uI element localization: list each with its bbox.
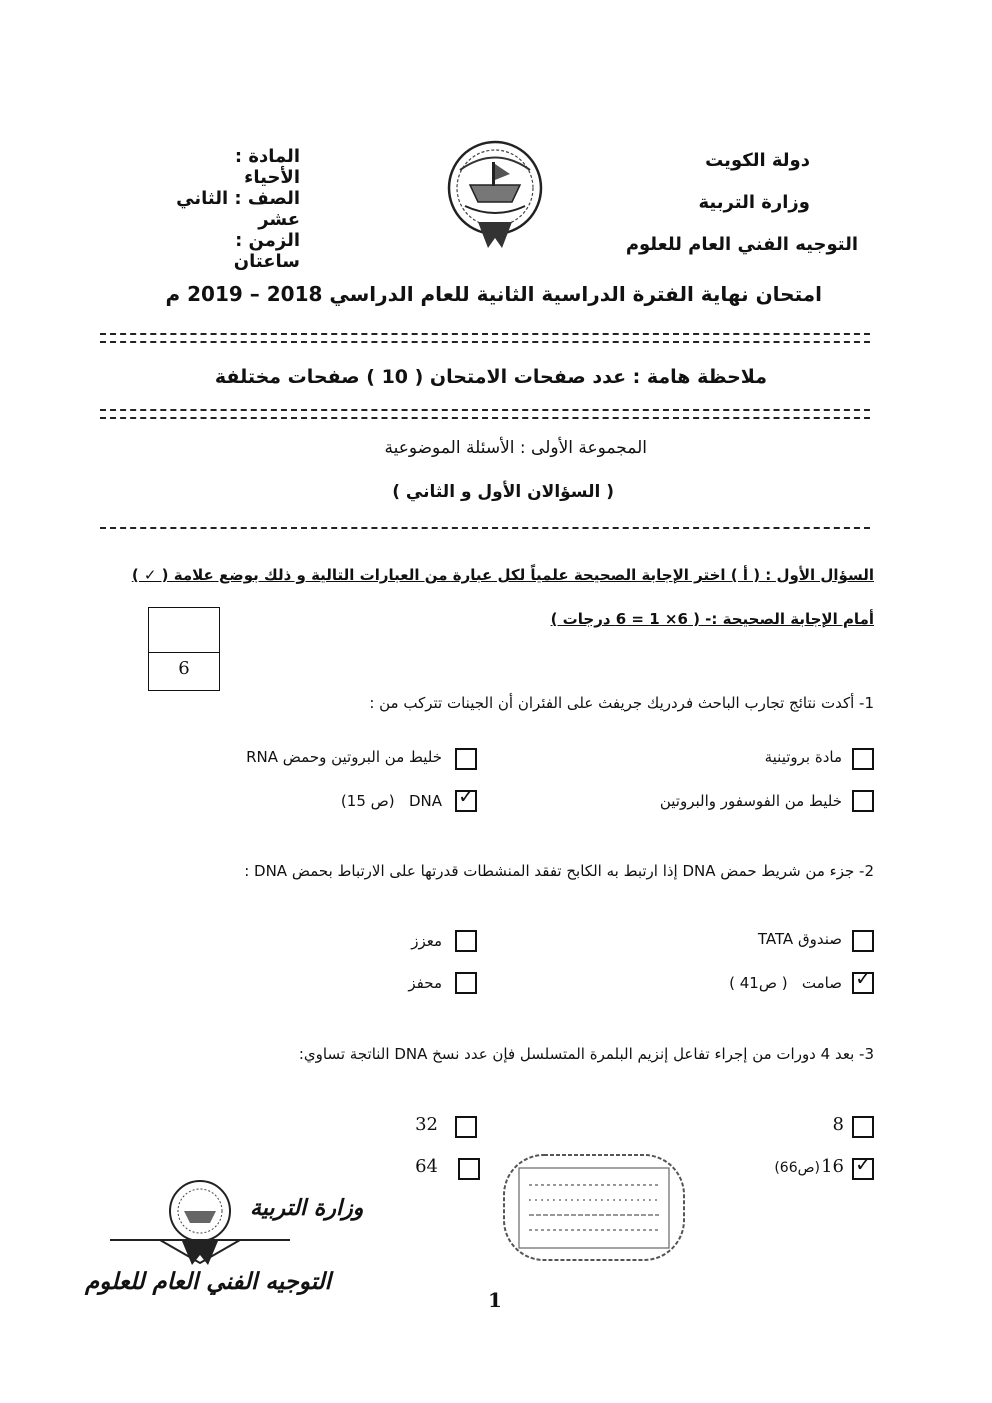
divider	[100, 341, 870, 343]
group-title: المجموعة الأولى : الأسئلة الموضوعية	[384, 438, 647, 458]
option-label: صندوق TATA	[757, 930, 842, 948]
stamp-lines-icon	[100, 1225, 300, 1265]
option-checkbox-checked[interactable]	[852, 1152, 874, 1180]
option-checkbox[interactable]	[455, 930, 477, 952]
check-icon: ✓	[855, 1152, 872, 1176]
stamp-department-text: التوجيه الفني العام للعلوم	[85, 1268, 332, 1295]
option-checkbox[interactable]	[458, 1158, 480, 1180]
option-checkbox[interactable]	[455, 972, 477, 994]
question1-instruction-line2: أمام الإجابة الصحيحة :- ( 6× 1 = 6 درجات )	[550, 610, 874, 628]
score-value: 6	[178, 658, 190, 679]
option-label: DNA (ص 15)	[340, 792, 442, 810]
page-number: 1	[488, 1288, 502, 1312]
divider	[100, 527, 870, 529]
kuwait-emblem-icon	[440, 140, 550, 252]
check-icon: ✓	[855, 966, 872, 990]
exam-title: امتحان نهاية الفترة الدراسية الثانية للعام الدراسي 2018 – 2019 م	[165, 282, 822, 306]
option-checkbox[interactable]	[455, 748, 477, 770]
option-checkbox-checked[interactable]	[852, 966, 874, 994]
option-note: (ص66)	[774, 1160, 820, 1176]
official-stamp-icon	[494, 1140, 694, 1270]
divider	[100, 409, 870, 411]
question1-instruction-line1: السؤال الأول : ( أ ) اختر الإجابة الصحيحة علمياً لكل عبارة من العبارات التالية و ذلك بوضع علامة ( ✓ )	[131, 566, 874, 584]
option-label: مادة بروتينية	[764, 748, 842, 766]
option-checkbox[interactable]	[852, 930, 874, 952]
header-time: الزمن : ساعتان	[233, 230, 300, 272]
header-department: التوجيه الفني العام للعلوم	[625, 234, 858, 255]
option-label: خليط من الفوسفور والبروتين	[659, 792, 842, 810]
option-label: 16	[821, 1156, 844, 1177]
stamp-ministry-text: وزارة التربية	[250, 1195, 364, 1221]
header-subject: المادة : الأحياء	[234, 146, 300, 188]
option-checkbox[interactable]	[852, 790, 874, 812]
option-checkbox[interactable]	[455, 1116, 477, 1138]
score-box	[148, 607, 220, 691]
option-label: صامت ( ص41 )	[729, 974, 842, 992]
question-item-1: 1- أكدت نتائج تجارب الباحث فردريك جريفث على الفئران أن الجينات تتركب من :	[369, 694, 874, 712]
question-item-2: 2- جزء من شريط حمض DNA إذا ارتبط به الكابح تفقد المنشطات قدرتها على الارتباط بحمض DNA :	[244, 862, 874, 880]
option-checkbox[interactable]	[852, 1116, 874, 1138]
question-item-3: 3- بعد 4 دورات من إجراء تفاعل إنزيم البلمرة المتسلسل فإن عدد نسخ DNA الناتجة تساوي:	[298, 1045, 874, 1063]
option-checkbox[interactable]	[852, 748, 874, 770]
header-ministry: وزارة التربية	[698, 192, 810, 213]
option-label: محفز	[408, 974, 442, 992]
divider	[100, 333, 870, 335]
option-label: 32	[415, 1114, 438, 1135]
check-icon: ✓	[458, 784, 475, 808]
option-label: خليط من البروتين وحمض RNA	[246, 748, 442, 766]
option-label: 64	[415, 1156, 438, 1177]
important-note: ملاحظة هامة : عدد صفحات الامتحان ( 10 ) صفحات مختلفة	[214, 366, 767, 388]
option-checkbox-checked[interactable]	[455, 784, 477, 812]
header-grade: الصف : الثاني عشر	[176, 188, 300, 230]
divider	[100, 417, 870, 419]
header-country: دولة الكويت	[705, 150, 810, 171]
option-label: 8	[832, 1114, 844, 1135]
option-label: معزز	[411, 932, 442, 950]
group-subtitle: ( السؤالان الأول و الثاني )	[392, 482, 614, 502]
